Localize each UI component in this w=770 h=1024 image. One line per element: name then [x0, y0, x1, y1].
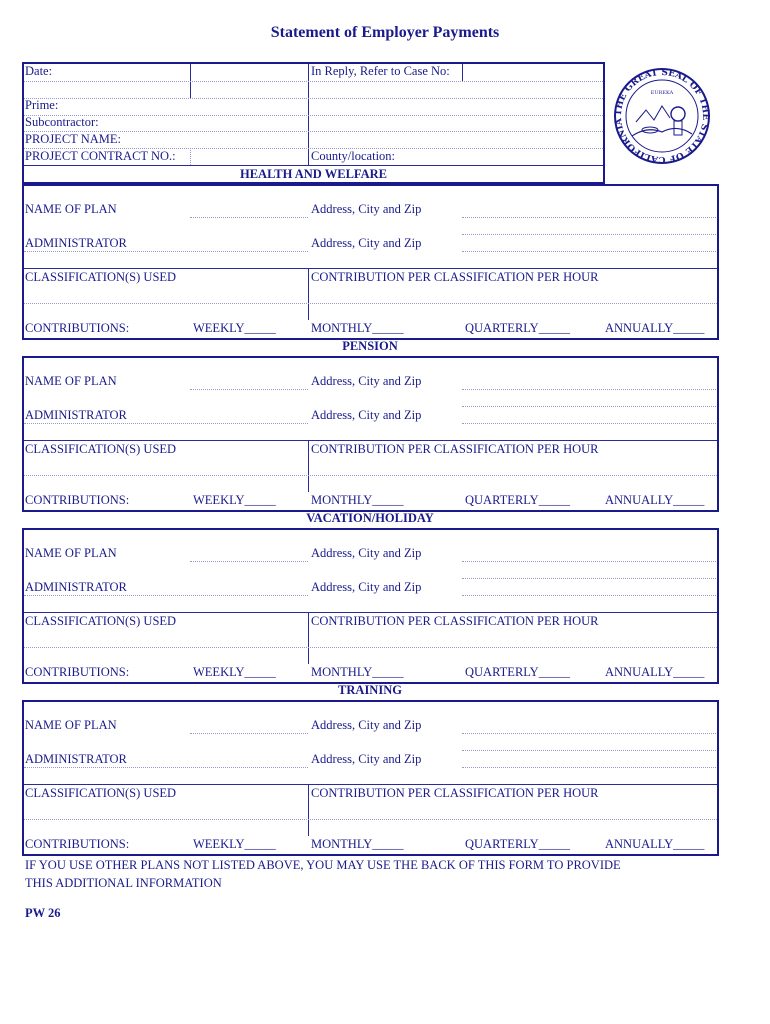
monthly-option[interactable]: MONTHLY_____ — [311, 837, 404, 851]
section-heading-training: TRAINING — [338, 683, 402, 697]
classifications-label: CLASSIFICATION(S) USED — [25, 270, 177, 284]
contribution-rate-field-training[interactable] — [310, 802, 716, 834]
section-heading-health: HEALTH AND WELFARE — [239, 167, 388, 181]
monthly-option[interactable]: MONTHLY_____ — [311, 665, 404, 679]
quarterly-option[interactable]: QUARTERLY_____ — [465, 493, 570, 507]
weekly-option[interactable]: WEEKLY_____ — [193, 321, 276, 335]
contribution-per-label: CONTRIBUTION PER CLASSIFICATION PER HOUR — [311, 786, 599, 800]
annually-option[interactable]: ANNUALLY_____ — [605, 837, 705, 851]
address-label: Address, City and Zip — [311, 374, 422, 388]
california-seal-icon — [612, 66, 712, 166]
classifications-label: CLASSIFICATION(S) USED — [25, 614, 177, 628]
contribution-per-label: CONTRIBUTION PER CLASSIFICATION PER HOUR — [311, 614, 599, 628]
contributions-label: CONTRIBUTIONS: — [25, 665, 130, 679]
administrator-label: ADMINISTRATOR — [25, 752, 127, 766]
name-of-plan-label: NAME OF PLAN — [25, 546, 117, 560]
address-label: Address, City and Zip — [311, 718, 422, 732]
footer-line-2: THIS ADDITIONAL INFORMATION — [25, 876, 222, 890]
svg-text:THE GREAT SEAL OF THE STATE OF: THE GREAT SEAL OF THE STATE OF CALIFORNIA — [613, 67, 711, 165]
administrator-label: ADMINISTRATOR — [25, 580, 127, 594]
name-of-plan-label: NAME OF PLAN — [25, 374, 117, 388]
annually-option[interactable]: ANNUALLY_____ — [605, 493, 705, 507]
quarterly-option[interactable]: QUARTERLY_____ — [465, 665, 570, 679]
contribution-per-label: CONTRIBUTION PER CLASSIFICATION PER HOUR — [311, 270, 599, 284]
subcontractor-label: Subcontractor: — [25, 115, 99, 129]
contributions-label: CONTRIBUTIONS: — [25, 837, 130, 851]
prime-sub-fields[interactable] — [192, 100, 306, 164]
address-label: Address, City and Zip — [311, 546, 422, 560]
contributions-label: CONTRIBUTIONS: — [25, 321, 130, 335]
plan-name-field-vacation[interactable] — [190, 546, 308, 561]
quarterly-option[interactable]: QUARTERLY_____ — [465, 321, 570, 335]
annually-option[interactable]: ANNUALLY_____ — [605, 321, 705, 335]
administrator-field-vacation[interactable] — [190, 580, 308, 595]
project-contract-label: PROJECT CONTRACT NO.: — [25, 149, 176, 163]
plan-address-field-health[interactable] — [462, 202, 716, 233]
classifications-field-health[interactable] — [25, 286, 307, 318]
classifications-field-pension[interactable] — [25, 458, 307, 490]
quarterly-option[interactable]: QUARTERLY_____ — [465, 837, 570, 851]
date-field[interactable] — [192, 64, 306, 80]
administrator-address-field-vacation[interactable] — [462, 580, 716, 595]
contribution-rate-field-pension[interactable] — [310, 458, 716, 490]
classifications-label: CLASSIFICATION(S) USED — [25, 442, 177, 456]
plan-name-field-training[interactable] — [190, 718, 308, 733]
administrator-field-pension[interactable] — [190, 408, 308, 423]
county-field[interactable] — [400, 150, 600, 164]
weekly-option[interactable]: WEEKLY_____ — [193, 493, 276, 507]
monthly-option[interactable]: MONTHLY_____ — [311, 493, 404, 507]
administrator-address-field-pension[interactable] — [462, 408, 716, 423]
administrator-label: ADMINISTRATOR — [25, 236, 127, 250]
svg-text:EUREKA: EUREKA — [650, 90, 674, 96]
address-label: Address, City and Zip — [311, 752, 422, 766]
weekly-option[interactable]: WEEKLY_____ — [193, 837, 276, 851]
contribution-rate-field-health[interactable] — [310, 286, 716, 318]
case-label: In Reply, Refer to Case No: — [311, 64, 450, 78]
contribution-per-label: CONTRIBUTION PER CLASSIFICATION PER HOUR — [311, 442, 599, 456]
address-label: Address, City and Zip — [311, 408, 422, 422]
project-fields[interactable] — [310, 100, 602, 147]
monthly-option[interactable]: MONTHLY_____ — [311, 321, 404, 335]
name-of-plan-label: NAME OF PLAN — [25, 202, 117, 216]
address-label: Address, City and Zip — [311, 202, 422, 216]
county-label: County/location: — [311, 149, 396, 163]
case-number-field[interactable] — [464, 64, 602, 80]
address-label: Address, City and Zip — [311, 236, 422, 250]
plan-name-field-pension[interactable] — [190, 374, 308, 389]
classifications-label: CLASSIFICATION(S) USED — [25, 786, 177, 800]
administrator-label: ADMINISTRATOR — [25, 408, 127, 422]
plan-address-field-training[interactable] — [462, 718, 716, 749]
project-name-label: PROJECT NAME: — [25, 132, 121, 146]
form-id: PW 26 — [25, 906, 61, 920]
classifications-field-training[interactable] — [25, 802, 307, 834]
administrator-address-field-health[interactable] — [462, 236, 716, 251]
page-title: Statement of Employer Payments — [270, 24, 500, 41]
section-heading-pension: PENSION — [342, 339, 398, 353]
name-of-plan-label: NAME OF PLAN — [25, 718, 117, 732]
section-heading-vacation: VACATION/HOLIDAY — [306, 511, 434, 525]
contribution-rate-field-vacation[interactable] — [310, 630, 716, 662]
plan-name-field-health[interactable] — [190, 202, 308, 217]
contributions-label: CONTRIBUTIONS: — [25, 493, 130, 507]
weekly-option[interactable]: WEEKLY_____ — [193, 665, 276, 679]
footer-line-1: IF YOU USE OTHER PLANS NOT LISTED ABOVE, YOU MAY USE THE BACK OF THIS FORM TO PROVIDE — [25, 858, 621, 872]
date-label: Date: — [25, 64, 53, 78]
administrator-field-health[interactable] — [190, 236, 308, 251]
classifications-field-vacation[interactable] — [25, 630, 307, 662]
administrator-address-field-training[interactable] — [462, 752, 716, 767]
plan-address-field-vacation[interactable] — [462, 546, 716, 577]
footer-note — [25, 856, 725, 892]
address-label: Address, City and Zip — [311, 580, 422, 594]
prime-label: Prime: — [25, 98, 59, 112]
administrator-field-training[interactable] — [190, 752, 308, 767]
plan-address-field-pension[interactable] — [462, 374, 716, 405]
annually-option[interactable]: ANNUALLY_____ — [605, 665, 705, 679]
